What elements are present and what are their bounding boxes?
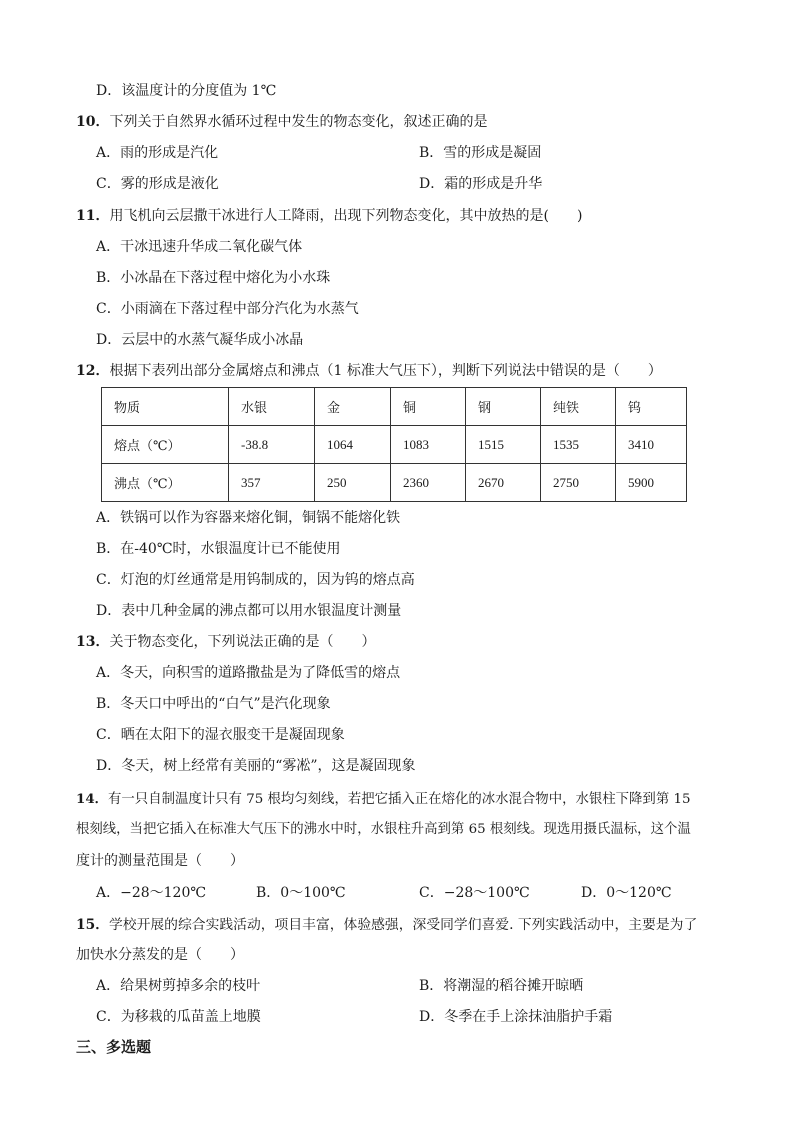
q13-option-a: A．冬天，向积雪的道路撒盐是为了降低雪的熔点 <box>96 665 401 681</box>
question-number: 11． <box>76 208 110 224</box>
q14-option-c: C．−28～100℃ <box>419 885 530 901</box>
question-14-stem-end: 度计的测量范围是（ ） <box>76 853 244 869</box>
q10-option-a: A．雨的形成是汽化 <box>96 145 219 161</box>
question-15-stem-cont: 加快水分蒸发的是（ ） <box>76 947 244 963</box>
q10-option-c: C．雾的形成是液化 <box>96 176 219 192</box>
question-stem: 学校开展的综合实践活动，项目丰富，体验感强，深受同学们喜爱. 下列实践活动中，主要是为了 <box>109 917 698 933</box>
section-heading: 三、多选题 <box>76 1038 152 1056</box>
question-14-stem-cont: 根刻线，当把它插入在标准大气压下的沸水中时，水银柱升高到第 65 根刻线。现选用摄氏温标，这个温 <box>76 822 691 837</box>
q11-option-c: C．小雨滴在下落过程中部分汽化为水蒸气 <box>96 301 359 317</box>
table-cell: 金 <box>315 388 391 426</box>
table-cell: 2360 <box>391 464 466 502</box>
question-10 <box>76 113 487 131</box>
q12-option-b: B．在-40℃时，水银温度计已不能使用 <box>96 541 341 557</box>
table-cell: 熔点（℃） <box>102 426 229 464</box>
table-row <box>102 426 687 464</box>
table-cell: 铜 <box>391 388 466 426</box>
table-cell: 1064 <box>315 426 391 464</box>
q15-option-a: A．给果树剪掉多余的枝叶 <box>96 978 261 994</box>
q15-option-b: B．将潮湿的稻谷摊开晾晒 <box>419 978 584 994</box>
table-header-row <box>102 388 687 426</box>
table-cell: 2670 <box>466 464 541 502</box>
table-cell: 纯铁 <box>541 388 616 426</box>
q9-option-d: D．该温度计的分度值为 1℃ <box>96 83 277 99</box>
question-number: 12． <box>76 363 110 379</box>
question-number: 10． <box>76 114 110 130</box>
question-13 <box>76 633 375 651</box>
q12-option-c: C．灯泡的灯丝通常是用钨制成的，因为钨的熔点高 <box>96 572 415 588</box>
question-number: 15． <box>76 917 109 933</box>
q12-option-a: A．铁锅可以作为容器来熔化铜，铜锅不能熔化铁 <box>96 510 401 526</box>
q10-option-b: B．雪的形成是凝固 <box>419 145 542 161</box>
q13-option-b: B．冬天口中呼出的“白气”是汽化现象 <box>96 696 331 712</box>
question-14 <box>76 790 691 809</box>
table-cell: 1083 <box>391 426 466 464</box>
q14-option-a: A．−28～120℃ <box>96 885 207 901</box>
metal-properties-table <box>101 387 687 502</box>
table-cell: 357 <box>229 464 315 502</box>
table-cell: 250 <box>315 464 391 502</box>
table-cell: 物质 <box>102 388 229 426</box>
table-cell: 1515 <box>466 426 541 464</box>
table-cell: 沸点（℃） <box>102 464 229 502</box>
table-row <box>102 464 687 502</box>
q14-option-d: D．0～120℃ <box>581 885 672 901</box>
table-cell: -38.8 <box>229 426 315 464</box>
q13-option-d: D．冬天，树上经常有美丽的“雾凇”，这是凝固现象 <box>96 758 416 774</box>
question-stem: 根据下表列出部分金属熔点和沸点（1 标准大气压下），判断下列说法中错误的是（ ） <box>109 363 662 379</box>
q13-option-c: C．晒在太阳下的湿衣服变干是凝固现象 <box>96 727 345 743</box>
q15-option-d: D．冬季在手上涂抹油脂护手霜 <box>419 1009 613 1025</box>
q12-option-d: D．表中几种金属的沸点都可以用水银温度计测量 <box>96 603 402 619</box>
question-stem: 用飞机向云层撒干冰进行人工降雨，出现下列物态变化，其中放热的是( ) <box>109 208 583 224</box>
question-15 <box>76 916 697 934</box>
question-12 <box>76 362 662 380</box>
table-cell: 1535 <box>541 426 616 464</box>
question-number: 14． <box>76 791 109 807</box>
table-cell: 水银 <box>229 388 315 426</box>
question-number: 13． <box>76 634 110 650</box>
q11-option-b: B．小冰晶在下落过程中熔化为小水珠 <box>96 270 331 286</box>
table-cell: 2750 <box>541 464 616 502</box>
q11-option-d: D．云层中的水蒸气凝华成小冰晶 <box>96 332 304 348</box>
table-cell: 钢 <box>466 388 541 426</box>
question-11 <box>76 207 582 225</box>
table-cell: 钨 <box>616 388 687 426</box>
table-cell: 5900 <box>616 464 687 502</box>
q15-option-c: C．为移栽的瓜苗盖上地膜 <box>96 1009 261 1025</box>
q14-option-b: B．0～100℃ <box>256 885 346 901</box>
question-stem: 下列关于自然界水循环过程中发生的物态变化，叙述正确的是 <box>109 114 488 130</box>
question-stem: 关于物态变化，下列说法正确的是（ ） <box>109 634 376 650</box>
question-stem: 有一只自制温度计只有 75 根均匀刻线，若把它插入正在熔化的冰水混合物中，水银柱下降到第 15 <box>108 792 691 807</box>
q10-option-d: D．霜的形成是升华 <box>419 176 543 192</box>
q11-option-a: A．干冰迅速升华成二氧化碳气体 <box>96 239 303 255</box>
table-cell: 3410 <box>616 426 687 464</box>
